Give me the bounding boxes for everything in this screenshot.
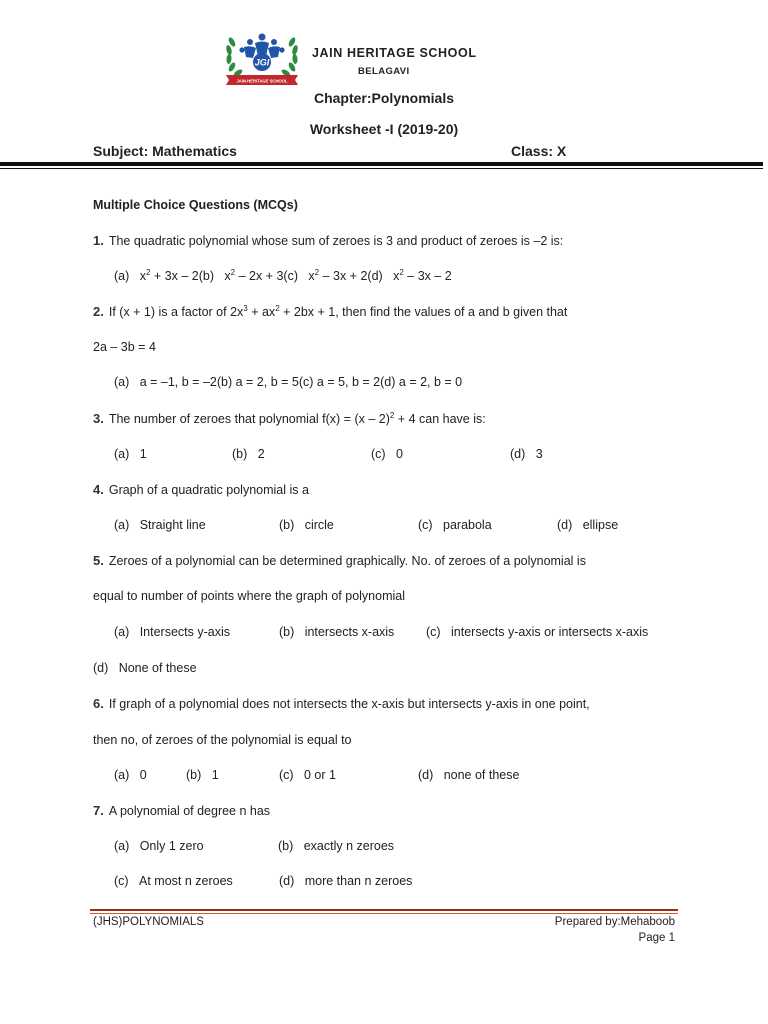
option-text: + 3x – 2(b) <box>150 269 214 283</box>
subject-label: Subject: Mathematics <box>93 143 237 159</box>
exponent: 2 <box>145 267 151 277</box>
logo-monogram: JGI <box>254 57 270 68</box>
option-label: (a) <box>114 269 130 283</box>
option-text: At most n zeroes <box>139 874 233 888</box>
question-4 <box>93 482 309 497</box>
option-label: (a) <box>114 839 130 853</box>
option-label: (b) <box>278 839 294 853</box>
question-4-option-b <box>279 518 334 532</box>
question-6-option-d <box>418 768 519 782</box>
question-number: 2. <box>93 304 104 319</box>
option-text: more than n zeroes <box>304 874 413 888</box>
option-text: 2 <box>257 447 265 461</box>
option-text: a = –1, b = –2(b) a = 2, b = 5(c) a = 5, b = 2(d) a = 2, b = 0 <box>139 375 463 389</box>
header-divider <box>0 162 763 166</box>
option-text: 0 <box>139 768 147 782</box>
option-label: (b) <box>186 768 202 782</box>
option-label: (d) <box>93 661 109 675</box>
school-city: BELAGAVI <box>358 66 410 77</box>
question-7-option-d <box>279 874 412 888</box>
option-text: intersects x-axis <box>304 625 395 639</box>
header-divider-thin <box>0 168 763 169</box>
option-text: – 3x + 2(d) <box>319 269 383 283</box>
question-2 <box>93 304 567 319</box>
question-3-option-b <box>232 447 265 461</box>
question-6-continuation: then no, of zeroes of the polynomial is equal to <box>93 733 352 747</box>
exponent: 2 <box>230 267 236 277</box>
exponent: 3 <box>243 303 248 313</box>
question-3 <box>93 411 486 426</box>
question-5 <box>93 553 586 568</box>
chapter-title: Chapter:Polynomials <box>313 90 455 106</box>
exponent: 2 <box>275 303 280 313</box>
option-text: x <box>224 269 231 283</box>
footer-divider-thin <box>90 913 678 914</box>
exponent: 2 <box>314 267 320 277</box>
question-5-option-c <box>426 625 648 639</box>
logo-ribbon-text: JAIN HERITAGE SCHOOL <box>236 78 288 84</box>
question-text: + ax <box>247 305 276 319</box>
option-text: ellipse <box>582 518 619 532</box>
option-text: exactly n zeroes <box>303 839 395 853</box>
question-5-continuation: equal to number of points where the graph of polynomial <box>93 589 405 603</box>
option-label: (b) <box>232 447 248 461</box>
question-7 <box>93 803 270 818</box>
question-3-option-d <box>510 447 543 461</box>
option-label: (a) <box>114 375 130 389</box>
question-text: The number of zeroes that polynomial f(x) = (x – 2) <box>108 412 390 426</box>
option-text: 3 <box>535 447 543 461</box>
question-number: 4. <box>93 482 104 497</box>
option-label: (c) <box>371 447 386 461</box>
class-label: Class: X <box>511 143 567 159</box>
option-text: 1 <box>139 447 147 461</box>
option-label: (d) <box>418 768 434 782</box>
option-label: (a) <box>114 625 130 639</box>
option-text: 0 <box>396 447 403 461</box>
question-5-option-d <box>93 661 197 675</box>
option-text: x <box>139 269 146 283</box>
option-text: x <box>393 269 400 283</box>
option-text: None of these <box>118 661 197 675</box>
question-text: A polynomial of degree n has <box>108 804 271 818</box>
option-text: intersects y-axis or intersects x-axis <box>451 625 649 639</box>
question-1 <box>93 233 563 248</box>
option-label: (a) <box>114 768 130 782</box>
question-7-option-a <box>114 839 204 853</box>
option-label: (b) <box>279 625 295 639</box>
page-number: Page 1 <box>638 932 675 944</box>
question-4-option-c <box>418 518 492 532</box>
option-label: (d) <box>557 518 573 532</box>
question-6-option-a <box>114 768 147 782</box>
question-4-option-d <box>557 518 618 532</box>
option-text: Straight line <box>139 518 206 532</box>
option-label: (d) <box>510 447 526 461</box>
option-label: (d) <box>279 874 295 888</box>
option-text: Intersects y-axis <box>139 625 231 639</box>
option-text: none of these <box>443 768 520 782</box>
exponent: 2 <box>389 410 395 420</box>
exponent: 2 <box>399 267 404 277</box>
option-text: Only 1 zero <box>139 839 204 853</box>
question-text: The quadratic polynomial whose sum of zeroes is 3 and product of zeroes is –2 is: <box>108 234 564 248</box>
option-text: 1 <box>211 768 219 782</box>
question-5-option-b <box>279 625 394 639</box>
question-7-option-b <box>278 839 394 853</box>
footer-left: (JHS)POLYNOMIALS <box>93 916 204 928</box>
question-4-option-a <box>114 518 206 532</box>
section-title: Multiple Choice Questions (MCQs) <box>93 198 298 212</box>
school-name: JAIN HERITAGE SCHOOL <box>312 46 477 60</box>
question-6 <box>93 696 590 711</box>
footer-author: Prepared by:Mehaboob <box>554 916 675 928</box>
question-text: If graph of a polynomial does not intersects the x-axis but intersects y-axis in one point, <box>108 697 590 711</box>
question-text: Graph of a quadratic polynomial is a <box>108 483 309 497</box>
question-text: + 2bx + 1, then find the values of a and b given that <box>279 305 568 319</box>
question-text: Zeroes of a polynomial can be determined graphically. No. of zeroes of a polynomial is <box>108 554 586 568</box>
option-text: parabola <box>443 518 492 532</box>
question-text: + 4 can have is: <box>394 412 486 426</box>
question-1-options <box>114 269 452 283</box>
option-label: (c) <box>114 874 129 888</box>
footer-divider <box>90 909 678 911</box>
question-number: 3. <box>93 411 104 426</box>
option-label: (c) <box>279 768 294 782</box>
question-7-option-c <box>114 874 233 888</box>
question-2-continuation: 2a – 3b = 4 <box>93 340 156 354</box>
question-number: 7. <box>93 803 104 818</box>
question-6-option-c <box>279 768 336 782</box>
question-3-option-a <box>114 447 147 461</box>
option-label: (a) <box>114 518 130 532</box>
option-label: (a) <box>114 447 130 461</box>
option-text: – 2x + 3(c) <box>235 269 298 283</box>
option-text: 0 or 1 <box>304 768 336 782</box>
school-logo <box>222 30 302 88</box>
option-text: circle <box>304 518 334 532</box>
question-number: 1. <box>93 233 104 248</box>
option-text: x <box>308 269 315 283</box>
question-5-option-a <box>114 625 230 639</box>
question-number: 6. <box>93 696 104 711</box>
option-text: – 3x – 2 <box>403 269 452 283</box>
question-6-option-b <box>186 768 219 782</box>
question-3-option-c <box>371 447 403 461</box>
question-2-options <box>114 375 462 389</box>
option-label: (b) <box>279 518 295 532</box>
option-label: (c) <box>426 625 441 639</box>
option-label: (c) <box>418 518 433 532</box>
worksheet-title: Worksheet -I (2019-20) <box>309 121 459 137</box>
question-number: 5. <box>93 553 104 568</box>
question-text: If (x + 1) is a factor of 2x <box>108 305 244 319</box>
